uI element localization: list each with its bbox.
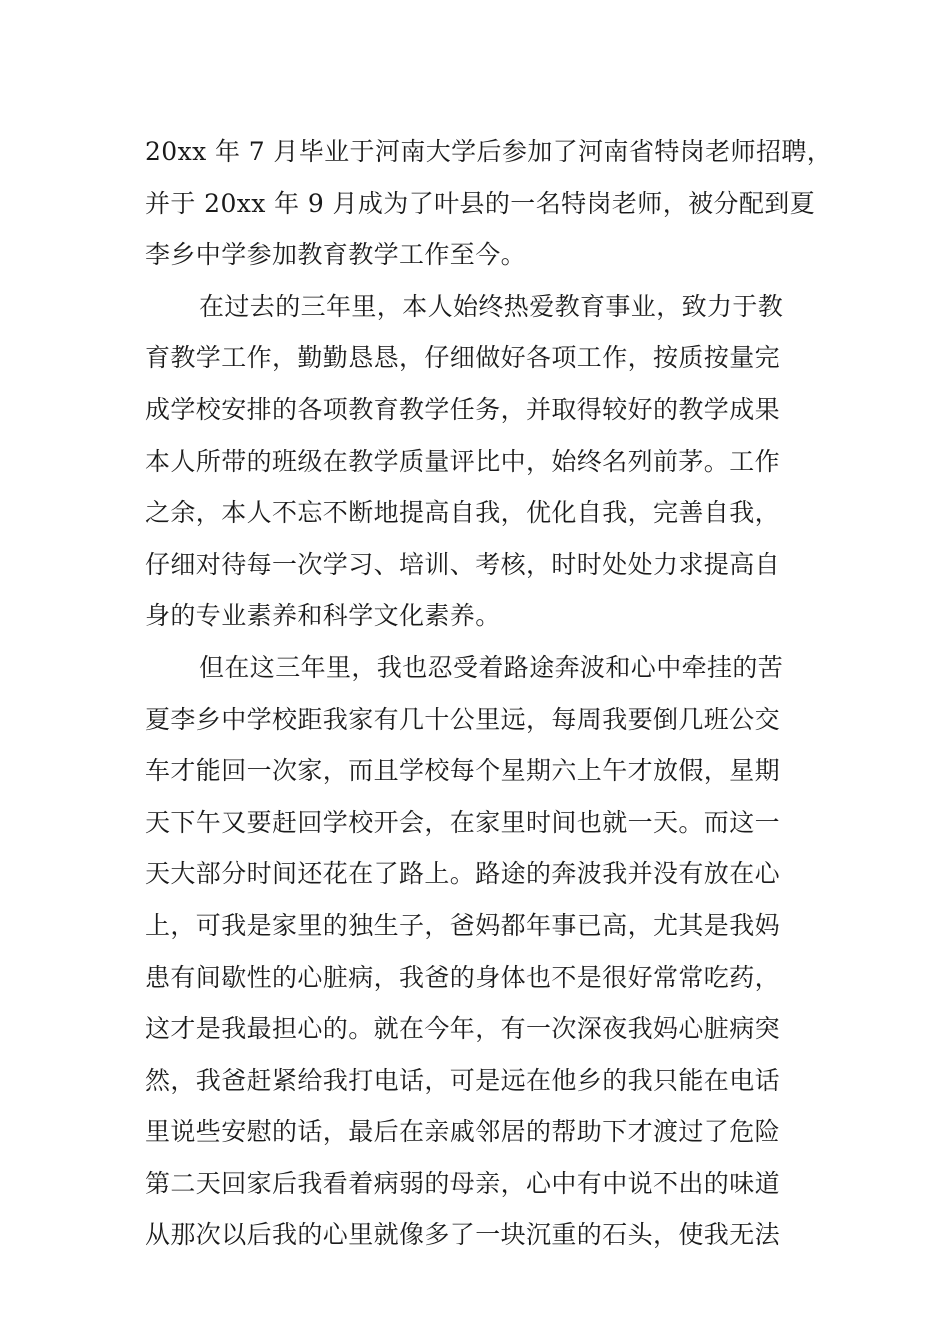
text-line: 患有间歇性的心脏病，我爸的身体也不是很好常常吃药， xyxy=(145,962,781,992)
text-line: 然，我爸赶紧给我打电话，可是远在他乡的我只能在电话 xyxy=(145,1065,781,1095)
text-line: 育教学工作，勤勤恳恳，仔细做好各项工作，按质按量完 xyxy=(145,343,781,373)
text-line: 仔细对待每一次学习、培训、考核，时时处处力求提高自 xyxy=(145,549,781,579)
text-line: 夏李乡中学校距我家有几十公里远，每周我要倒几班公交 xyxy=(145,704,781,734)
text-line: 第二天回家后我看着病弱的母亲，心中有中说不出的味道 xyxy=(145,1168,781,1198)
paragraph-first-line: 但在这三年里，我也忍受着路途奔波和心中牵挂的苦 xyxy=(199,652,784,682)
text-line: 之余，本人不忘不断地提高自我，优化自我，完善自我， xyxy=(145,498,781,528)
text-line: 李乡中学参加教育教学工作至今。 xyxy=(145,240,527,270)
text-line: 本人所带的班级在教学质量评比中，始终名列前茅。工作 xyxy=(145,446,781,476)
text-line: 这才是我最担心的。就在今年，有一次深夜我妈心脏病突 xyxy=(145,1014,781,1044)
text-line: 成学校安排的各项教育教学任务，并取得较好的教学成果 xyxy=(145,394,781,424)
text-line: 里说些安慰的话，最后在亲戚邻居的帮助下才渡过了危险 xyxy=(145,1117,781,1147)
text-line: 从那次以后我的心里就像多了一块沉重的石头，使我无法 xyxy=(145,1220,781,1250)
paragraph-first-line: 在过去的三年里，本人始终热爱教育事业，致力于教 xyxy=(199,291,784,321)
body-text xyxy=(145,126,835,1261)
text-line: 上，可我是家里的独生子，爸妈都年事已高，尤其是我妈 xyxy=(145,910,781,940)
text-line: 天下午又要赶回学校开会，在家里时间也就一天。而这一 xyxy=(145,807,781,837)
text-line: 身的专业素养和科学文化素养。 xyxy=(145,601,501,631)
text-line: 20xx 年 7 月毕业于河南大学后参加了河南省特岗老师招聘， xyxy=(145,137,833,166)
text-line: 车才能回一次家，而且学校每个星期六上午才放假，星期 xyxy=(145,756,781,786)
text-line: 并于 20xx 年 9 月成为了叶县的一名特岗老师，被分配到夏 xyxy=(145,188,816,218)
text-line: 天大部分时间还花在了路上。路途的奔波我并没有放在心 xyxy=(145,859,781,889)
